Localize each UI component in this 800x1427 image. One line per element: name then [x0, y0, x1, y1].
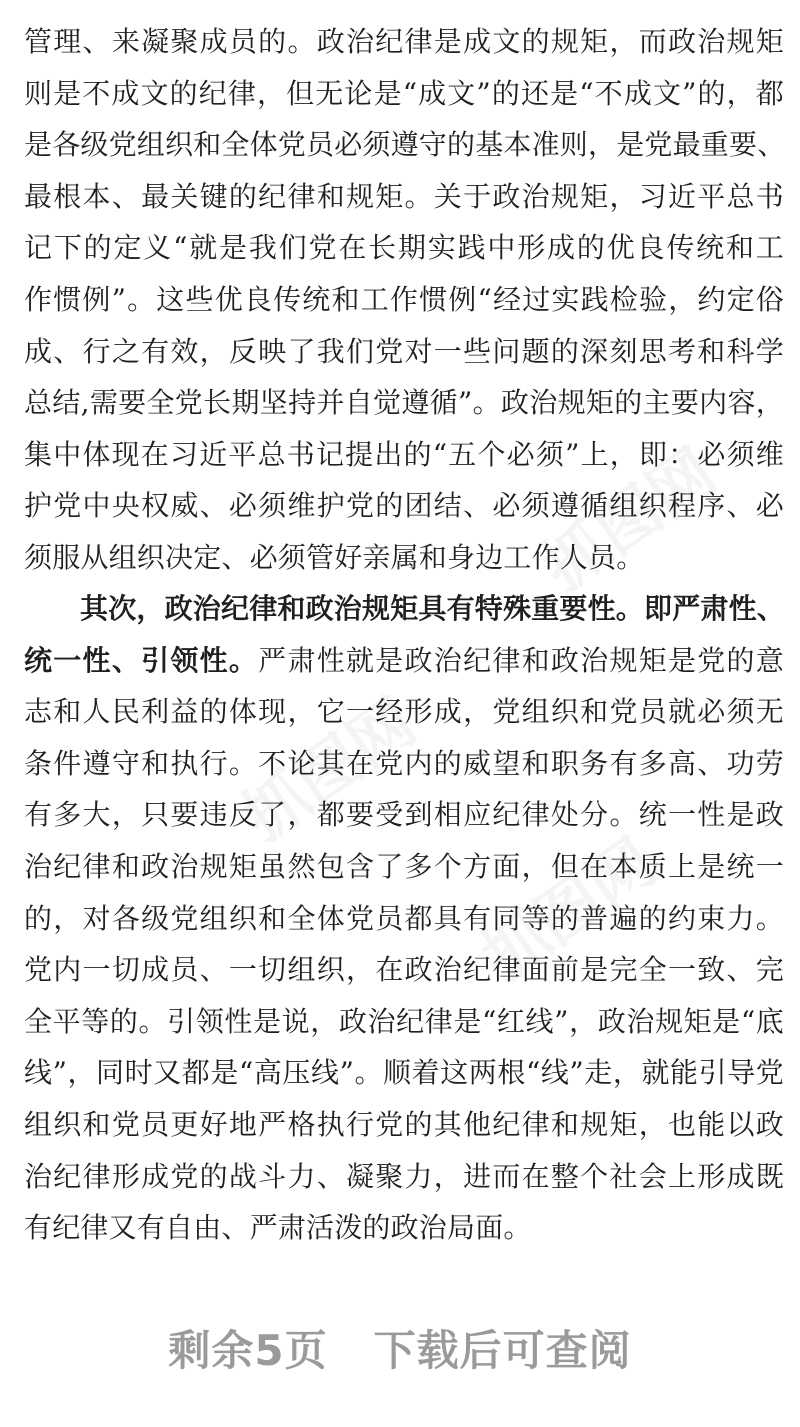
text-line: 总结,需要全党长期坚持并自觉遵循”。政治规矩的主要内容，: [24, 386, 784, 420]
text-line: 是各级党组织和全体党员必须遵守的基本准则，是党最重要、: [24, 128, 786, 162]
text-line: 的，对各级党组织和全体党员都具有同等的普遍的约束力。: [24, 901, 784, 935]
remaining-pages-text: 剩余5页: [168, 1326, 328, 1375]
text-line: 线”，同时又都是“高压线”。顺着这两根“线”走，就能引导党: [24, 1056, 784, 1090]
text-line: 治纪律形成党的战斗力、凝聚力，进而在整个社会上形成既: [24, 1159, 784, 1193]
text-line: 管理、来凝聚成员的。政治纪律是成文的规矩，而政治规矩: [24, 25, 784, 58]
text-line: 有多大，只要违反了，都要受到相应纪律处分。统一性是政: [24, 798, 784, 832]
text-line: 组织和党员更好地严格执行党的其他纪律和规矩，也能以政: [24, 1107, 784, 1141]
text-line: 记下的定义“就是我们党在长期实践中形成的优良传统和工: [24, 231, 784, 265]
download-banner[interactable]: [0, 1318, 800, 1378]
text-line: 集中体现在习近平总书记提出的“五个必须”上，即：必须维: [24, 437, 784, 471]
download-prompt-text: 下载后可查阅: [373, 1326, 632, 1375]
text-line: 作惯例”。这些优良传统和工作惯例“经过实践检验，约定俗: [24, 282, 784, 316]
watermark: 抓图网: [229, 685, 430, 857]
watermark: 抓图网: [469, 825, 670, 997]
bold-lead-text: 统一性、引领性。: [24, 643, 259, 677]
text-line: 条件遵守和执行。不论其在党内的威望和职务有多高、功劳: [24, 746, 784, 780]
text-run: 严肃性就是政治纪律和政治规矩是党的意: [258, 643, 784, 677]
paragraph-2: [24, 583, 784, 1254]
text-line: 有纪律又有自由、严肃活泼的政治局面。: [24, 1211, 532, 1245]
bold-lead-line: 其次，政治纪律和政治规矩具有特殊重要性。即严肃性、: [80, 592, 786, 625]
text-line: 成、行之有效，反映了我们党对一些问题的深刻思考和科学: [24, 334, 784, 368]
text-line: 须服从组织决定、必须管好亲属和身边工作人员。: [24, 540, 645, 574]
watermark: 抓图网: [529, 435, 730, 607]
text-line: 最根本、最关键的纪律和规矩。关于政治规矩，习近平总书: [24, 179, 784, 213]
text-line: 则是不成文的纪律，但无论是“成文”的还是“不成文”的，都: [24, 76, 784, 110]
text-line: 党内一切成员、一切组织，在政治纪律面前是完全一致、完: [24, 953, 784, 987]
text-line: 全平等的。引领性是说，政治纪律是“红线”，政治规矩是“底: [24, 1004, 784, 1038]
text-line: 志和人民利益的体现，它一经形成，党组织和党员就必须无: [24, 695, 784, 729]
text-line: 护党中央权威、必须维护党的团结、必须遵循组织程序、必: [24, 489, 784, 523]
paragraph-1: [24, 16, 784, 584]
text-line: 治纪律和政治规矩虽然包含了多个方面，但在本质上是统一: [24, 849, 784, 883]
text-line: [24, 635, 784, 687]
